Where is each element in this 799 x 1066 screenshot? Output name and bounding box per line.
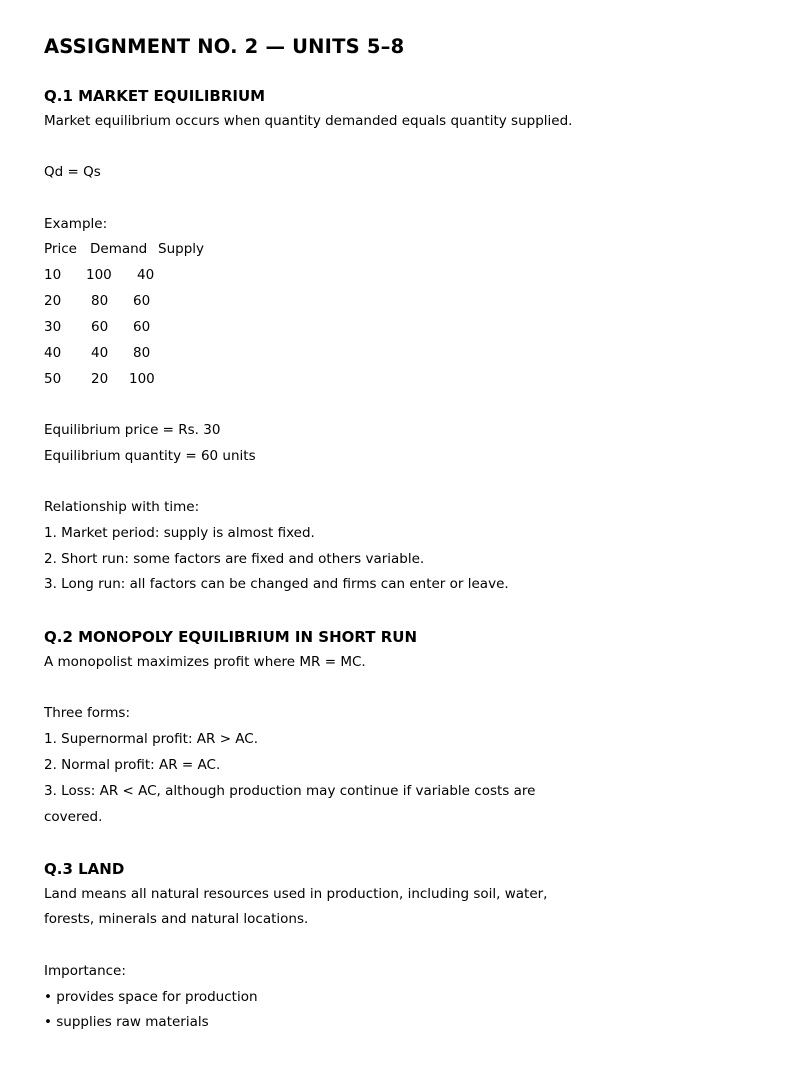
table-row — [44, 370, 264, 388]
bullet-item: • supplies raw materials — [44, 1014, 209, 1030]
document-title: ASSIGNMENT NO. 2 — UNITS 5–8 — [44, 35, 405, 58]
table-header-price: Price — [44, 241, 77, 257]
q1-intro: Market equilibrium occurs when quantity demanded equals quantity supplied. — [44, 113, 573, 129]
list-item: 2. Normal profit: AR = AC. — [44, 757, 221, 773]
table-row — [44, 344, 264, 362]
table-cell-supply: 40 — [137, 267, 155, 283]
table-header-demand: Demand — [90, 241, 148, 257]
equilibrium-quantity: Equilibrium quantity = 60 units — [44, 448, 256, 464]
list-item: 1. Supernormal profit: AR > AC. — [44, 731, 259, 747]
q3-heading: Q.3 LAND — [44, 860, 125, 878]
table-cell-supply: 80 — [133, 345, 151, 361]
table-cell-price: 50 — [44, 371, 62, 387]
q2-intro: A monopolist maximizes profit where MR = MC. — [44, 654, 366, 670]
list-item: 3. Long run: all factors can be changed and firms can enter or leave. — [44, 576, 509, 592]
q2-forms-label: Three forms: — [44, 705, 131, 721]
list-item: 3. Loss: AR < AC, although production may continue if variable costs are — [44, 783, 536, 799]
table-row — [44, 292, 264, 310]
list-item: 1. Market period: supply is almost fixed. — [44, 525, 315, 541]
bullet-item: • provides space for production — [44, 989, 258, 1005]
table-cell-demand: 80 — [91, 293, 109, 309]
table-cell-price: 40 — [44, 345, 62, 361]
table-header-row — [44, 240, 264, 258]
q3-intro-line: forests, minerals and natural locations. — [44, 911, 309, 927]
table-cell-demand: 40 — [91, 345, 109, 361]
table-row — [44, 266, 264, 284]
table-cell-price: 10 — [44, 267, 62, 283]
table-cell-demand: 60 — [91, 319, 109, 335]
table-cell-supply: 60 — [133, 293, 151, 309]
list-item-continuation: covered. — [44, 809, 103, 825]
table-cell-price: 20 — [44, 293, 62, 309]
table-cell-demand: 20 — [91, 371, 109, 387]
q1-heading: Q.1 MARKET EQUILIBRIUM — [44, 87, 266, 105]
table-cell-supply: 100 — [129, 371, 155, 387]
table-header-supply: Supply — [158, 241, 205, 257]
table-cell-price: 30 — [44, 319, 62, 335]
table-row — [44, 318, 264, 336]
table-cell-demand: 100 — [86, 267, 112, 283]
q2-heading: Q.2 MONOPOLY EQUILIBRIUM IN SHORT RUN — [44, 628, 418, 646]
q3-intro-line: Land means all natural resources used in production, including soil, water, — [44, 886, 548, 902]
table-cell-supply: 60 — [133, 319, 151, 335]
list-item: 2. Short run: some factors are fixed and others variable. — [44, 551, 425, 567]
q1-formula: Qd = Qs — [44, 164, 101, 180]
equilibrium-price: Equilibrium price = Rs. 30 — [44, 422, 221, 438]
q3-importance-label: Importance: — [44, 963, 126, 979]
q1-example-label: Example: — [44, 216, 108, 232]
time-relationship-label: Relationship with time: — [44, 499, 200, 515]
